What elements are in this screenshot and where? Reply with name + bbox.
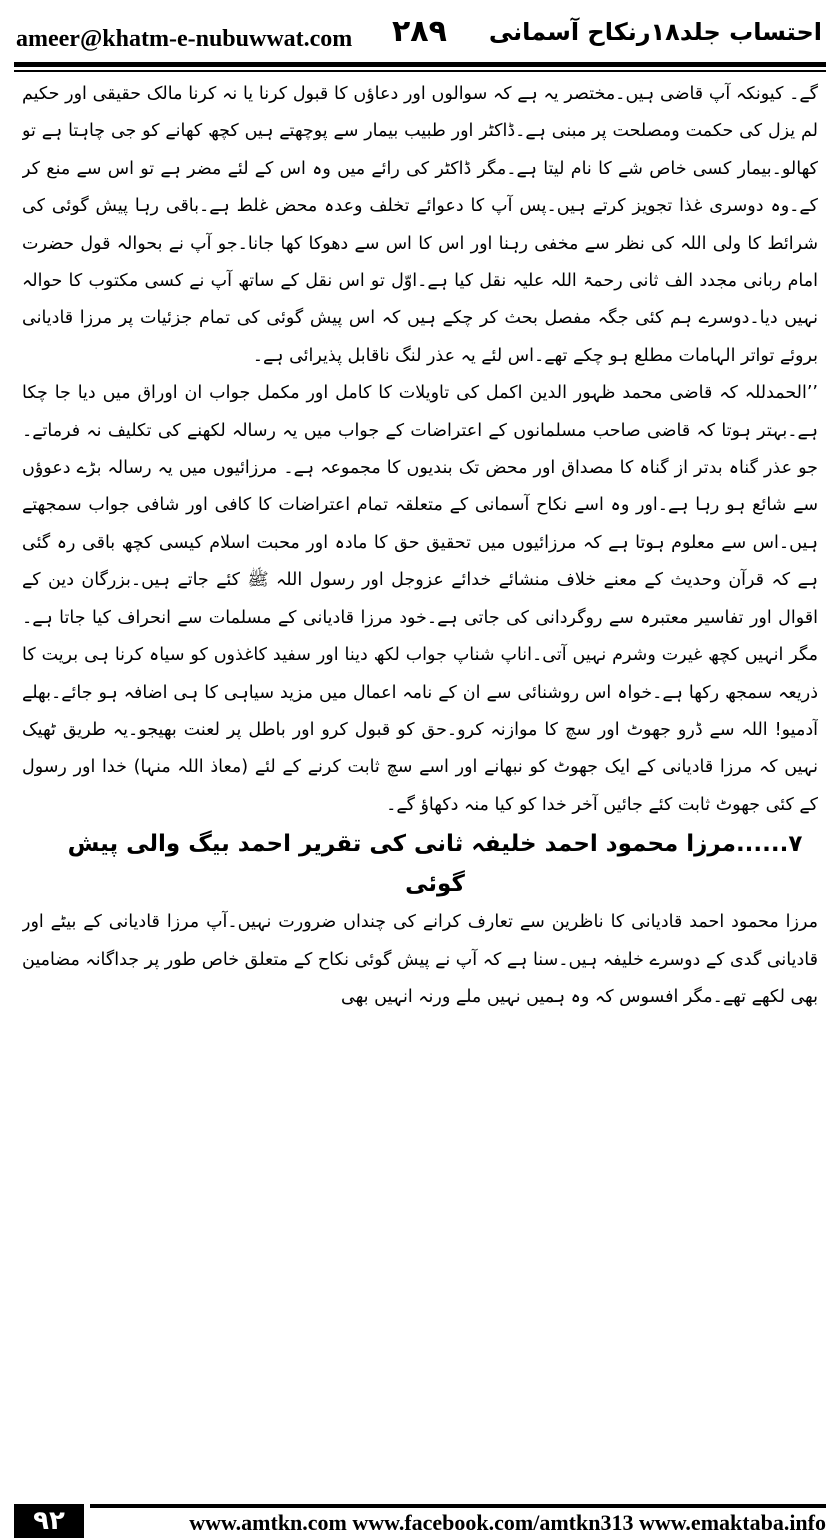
footer-urls[interactable]: www.amtkn.com www.facebook.com/amtkn313 www.emaktaba.info bbox=[189, 1510, 826, 1535]
page-footer bbox=[14, 1504, 826, 1538]
page-header bbox=[14, 8, 826, 58]
header-divider bbox=[14, 62, 826, 67]
footer-divider bbox=[90, 1504, 826, 1508]
paragraph-1: گے۔ کیونکہ آپ قاضی ہیں۔مختصر یہ ہے کہ سوالوں اور دعاؤں کا قبول کرنا یا نہ کرنا مالک حقیقی اور حکیم لم یزل کی حکمت ومصلحت پر مبنی ہے۔ڈاکٹر اور طبیب بیمار سے پوچھتے ہیں کچھ کھانے کو جی چاہتا ہے تو کھالو۔بیمار کسی خاص شے کا نام لیتا ہے۔مگر ڈاکٹر کی رائے میں وہ اس کے لئے مضر ہے تو اس سے منع کر کے۔وہ دوسری غذا تجویز کرتے ہیں۔پس آپ کا دعوائے تخلف وعدہ محض غلط ہے۔باقی رہا پیش گوئی کی شرائط کا ولی اللہ کی نظر سے مخفی رہنا اور اس کا اس سے دھوکا کھا جانا۔جو آپ نے بحوالہ قول حضرت امام ربانی مجدد الف ثانی رحمۃ اللہ علیہ نقل کیا ہے۔اوّل تو اس نقل کے ساتھ آپ نے کسی مکتوب کا حوالہ نہیں دیا۔دوسرے ہم کئی جگہ مفصل بحث کر چکے ہیں کہ اس پیش گوئی کی تمام جزئیات پر مرزا قادیانی بروئے تواتر الہامات مطلع ہو چکے تھے۔اس لئے یہ عذر لنگ ناقابل پذیرائی ہے۔ bbox=[22, 84, 818, 366]
paragraph-2: ’’الحمدللہ کہ قاضی محمد ظہور الدین اکمل کی تاویلات کا کامل اور مکمل جواب ان اوراق میں دیا جا چکا ہے۔بہتر ہوتا کہ قاضی صاحب مسلمانوں کے اعتراضات کے جواب میں یہ رسالہ لکھنے کی تکلیف نہ فرماتے۔جو عذر گناہ بدتر از گناہ کا مصداق اور محض تک بندیوں کا مجموعہ ہے۔ مرزائیوں میں یہ رسالہ بڑے دعوؤں سے شائع ہو رہا ہے۔اور وہ اسے نکاح آسمانی کے متعلقہ تمام اعتراضات کا کافی اور شافی جواب سمجھتے ہیں۔اس سے معلوم ہوتا ہے کہ مرزائیوں میں تحقیق حق کا مادہ اور محبت اسلام کیسی کچھ باقی رہ گئی ہے کہ قرآن وحدیث کے معنے خلاف منشائے خدائے عزوجل اور رسول اللہ ﷺ کئے جاتے ہیں۔بزرگان دین کے اقوال اور تفاسیر معتبرہ سے روگردانی کی جاتی ہے۔خود مرزا قادیانی کے مسلمات سے انحراف کیا جاتا ہے۔مگر انہیں کچھ غیرت وشرم نہیں آتی۔اناپ شناپ جواب لکھ دینا اور سفید کاغذوں کو سیاہ کرنا ہی بریت کا ذریعہ سمجھ رکھا ہے۔خواہ اس روشنائی سے ان کے نامہ اعمال میں مزید سیاہی کا ہی اضافہ ہو جائے۔بھلے آدمیو! اللہ سے ڈرو جھوٹ اور سچ کا موازنہ کرو۔حق کو قبول کرو اور باطل پر لعنت بھیجو۔یہ طریق ٹھیک نہیں کہ مرزا قادیانی کے ایک جھوٹ کو نبھانے اور اسے سچ ثابت کرنے کے لئے (معاذ اللہ منہا) خدا اور رسول کے کئی جھوٹ ثابت کئے جائیں آخر خدا کو کیا منہ دکھاؤ گے۔ bbox=[22, 383, 818, 815]
page-body bbox=[22, 76, 818, 1498]
header-divider-thin bbox=[14, 70, 826, 72]
section-paragraph: مرزا محمود احمد قادیانی کا ناظرین سے تعارف کرانے کی چنداں ضرورت نہیں۔آپ مرزا قادیانی کے بیٹے اور قادیانی گدی کے دوسرے خلیفہ ہیں۔سنا ہے کہ آپ نے پیش گوئی نکاح کے متعلق خاص طور پر جداگانہ مضامین بھی لکھے تھے۔مگر افسوس کہ وہ ہمیں نہیں ملے ورنہ انہیں بھی bbox=[22, 912, 818, 1007]
header-page-number: ۲۸۹ bbox=[392, 14, 447, 49]
header-book-title: احتساب جلد۱۸رنکاح آسمانی bbox=[488, 18, 822, 46]
header-email[interactable]: ameer@khatm-e-nubuwwat.com bbox=[16, 26, 353, 52]
section-heading: ۷......مرزا محمود احمد خلیفہ ثانی کی تقریر احمد بیگ والی پیش گوئی bbox=[67, 831, 803, 898]
footer-page-number: ۹۲ bbox=[14, 1504, 84, 1538]
